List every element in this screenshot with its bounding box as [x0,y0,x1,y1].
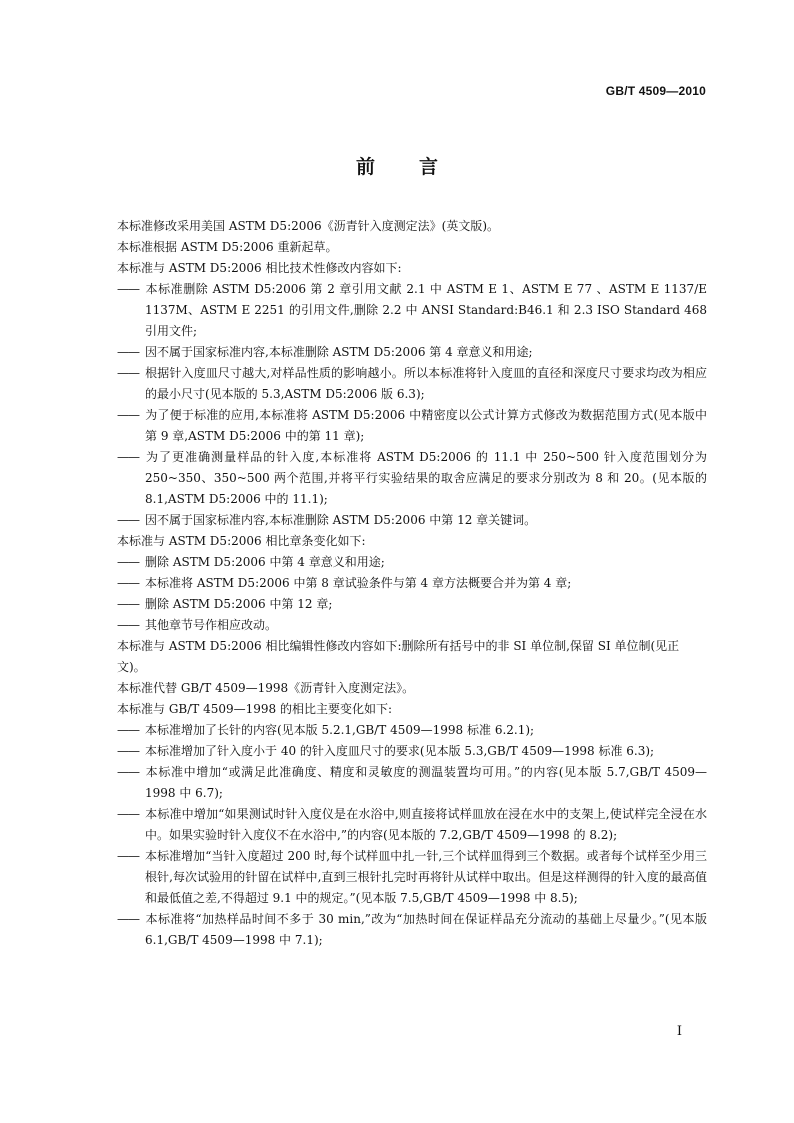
list-item [117,510,707,531]
list-item [117,909,707,951]
dash-marker: —— [117,807,139,821]
list-item-text: 因不属于国家标准内容,本标准删除 ASTM D5:2006 第 4 章意义和用途; [145,345,533,359]
list-item-text: 本标准将“加热样品时间不多于 30 min,”改为“加热时间在保证样品充分流动的基础上尽量少。”(见本版 6.1,GB/T 4509—1998 中 7.1); [145,912,707,947]
list-item-text: 本标准增加了长针的内容(见本版 5.2.1,GB/T 4509—1998 标准 6.2.1); [145,723,535,737]
dash-marker: —— [117,366,139,380]
list-item-text: 本标准中增加“如果测试时针入度仪是在水浴中,则直接将试样皿放在浸在水中的支架上,使试样完全浸在水中。如果实验时针入度仪不在水浴中,”的内容(见本版的 7.2,GB/T 4509—1998 的 8.2); [145,807,707,842]
list-item [117,279,707,342]
list-item [117,720,707,741]
list-item [117,363,707,405]
standard-number-header: GB/T 4509—2010 [605,84,706,98]
list-item-text: 本标准删除 ASTM D5:2006 第 2 章引用文献 2.1 中 ASTM E 1、ASTM E 77 、ASTM E 1137/E 1137M、ASTM E 2251 的引用文件,删除 2.2 中 ANSI Standard:B46.1 和 2.3 ISO Standard 468 引用文件; [145,282,707,338]
paragraph: 本标准代替 GB/T 4509—1998《沥青针入度测定法》。 [117,681,415,695]
list-item-text: 本标准增加“当针入度超过 200 时,每个试样皿中扎一针,三个试样皿得到三个数据。或者每个试样至少用三根针,每次试验用的针留在试样中,直到三根针扎完时再将针从试样中取出。但是这样测得的针入度的最高值和最低值之差,不得超过 9.1 中的规定。”(见本版 7.5,GB/T 4509—1998 中 8.5); [145,849,707,905]
dash-marker: —— [117,723,139,737]
list-item-text: 删除 ASTM D5:2006 中第 4 章意义和用途; [145,555,385,569]
page-number: I [676,1024,682,1039]
dash-marker: —— [117,744,139,758]
list-item-text: 因不属于国家标准内容,本标准删除 ASTM D5:2006 中第 12 章关键词。 [145,513,537,527]
list-item [117,846,707,909]
list-item-text: 删除 ASTM D5:2006 中第 12 章; [145,597,333,611]
list-item-text: 本标准增加了针入度小于 40 的针入度皿尺寸的要求(见本版 5.3,GB/T 4509—1998 标准 6.3); [145,744,655,758]
page-title: 前言 [355,156,482,178]
dash-marker: —— [117,597,139,611]
dash-marker: —— [117,849,139,863]
paragraph: 本标准与 ASTM D5:2006 相比技术性修改内容如下: [117,261,402,275]
list-item-text: 根据针入度皿尺寸越大,对样品性质的影响越小。所以本标准将针入度皿的直径和深度尺寸要求均改为相应的最小尺寸(见本版的 5.3,ASTM D5:2006 版 6.3); [145,366,707,401]
list-item-text: 本标准将 ASTM D5:2006 中第 8 章试验条件与第 4 章方法概要合并为第 4 章; [145,576,572,590]
dash-marker: —— [117,450,139,464]
dash-marker: —— [117,618,139,632]
paragraph: 本标准根据 ASTM D5:2006 重新起草。 [117,240,338,254]
paragraph: 本标准修改采用美国 ASTM D5:2006《沥青针入度测定法》(英文版)。 [117,219,500,233]
list-item-text: 其他章节号作相应改动。 [145,618,278,632]
dash-marker: —— [117,408,139,422]
list-item [117,552,707,573]
list-item-text: 本标准中增加“或满足此准确度、精度和灵敏度的测温装置均可用。”的内容(见本版 5.7,GB/T 4509—1998 中 6.7); [145,765,707,800]
list-item [117,804,707,846]
dash-marker: —— [117,576,139,590]
dash-marker: —— [117,555,139,569]
list-item [117,405,707,447]
dash-marker: —— [117,513,139,527]
list-item [117,741,707,762]
list-item-text: 为了便于标准的应用,本标准将 ASTM D5:2006 中精密度以公式计算方式修改为数据范围方式(见本版中第 9 章,ASTM D5:2006 中的第 11 章); [145,408,707,443]
paragraph: 本标准与 ASTM D5:2006 相比章条变化如下: [117,534,366,548]
list-item-text: 为了更准确测量样品的针入度,本标准将 ASTM D5:2006 的 11.1 中 250~500 针入度范围划分为 250~350、350~500 两个范围,并将平行实验结果的取舍应满足的要求分别改为 8 和 20。(见本版的 8.1,ASTM D5:2006 中的 11.1); [145,450,707,506]
dash-marker: —— [117,765,139,779]
list-item [117,762,707,804]
dash-marker: —— [117,282,139,296]
foreword-body [117,216,707,951]
list-item [117,594,707,615]
list-item [117,615,707,636]
paragraph: 本标准与 ASTM D5:2006 相比编辑性修改内容如下:删除所有括号中的非 SI 单位制,保留 SI 单位制(见正文)。 [117,639,680,674]
list-item [117,573,707,594]
dash-marker: —— [117,912,139,926]
list-item [117,342,707,363]
dash-marker: —— [117,345,139,359]
paragraph: 本标准与 GB/T 4509—1998 的相比主要变化如下: [117,702,393,716]
list-item [117,447,707,510]
